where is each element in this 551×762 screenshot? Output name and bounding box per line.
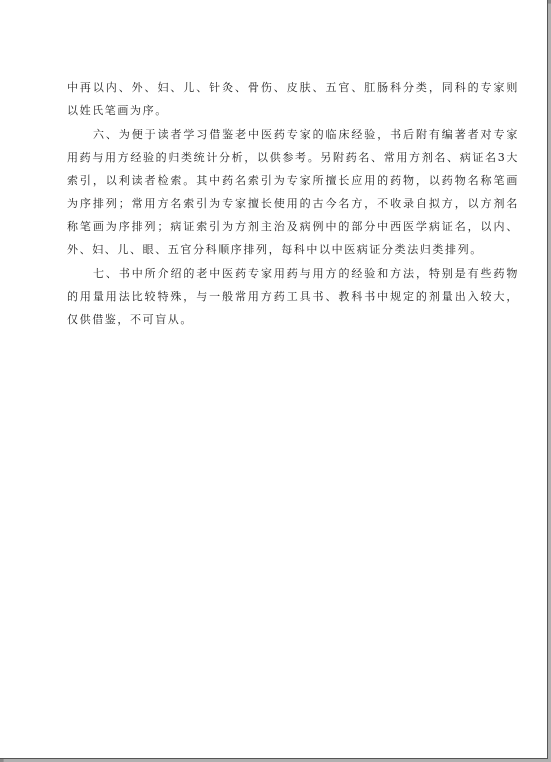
- paragraph-seven: 七、书中所介绍的老中医药专家用药与用方的经验和方法，特别是有些药物的用量用法比较特殊，与一般常用方药工具书、教科书中规定的剂量出入较大，仅供借鉴，不可盲从。: [67, 267, 519, 326]
- paragraph-six: 六、为便于读者学习借鉴老中医药专家的临床经验，书后附有编著者对专家用药与用方经验的归类统计分析，以供参考。另附药名、常用方剂名、病证名3大索引，以利读者检索。其中药名索引为专家所擅长应用的药物，以药物名称笔画为序排列；常用方名索引为专家擅长使用的古今名方，不收录自拟方，以方剂名称笔画为序排列；病证索引为方剂主治及病例中的部分中西医学病证名，以内、外、妇、儿、眼、五官分科顺序排列，每科中以中医病证分类法归类排列。: [67, 128, 519, 256]
- document-body: [67, 76, 519, 332]
- paragraph-continuation: 中再以内、外、妇、儿、针灸、骨伤、皮肤、五官、肛肠科分类，同科的专家则以姓氏笔画为序。: [67, 81, 519, 117]
